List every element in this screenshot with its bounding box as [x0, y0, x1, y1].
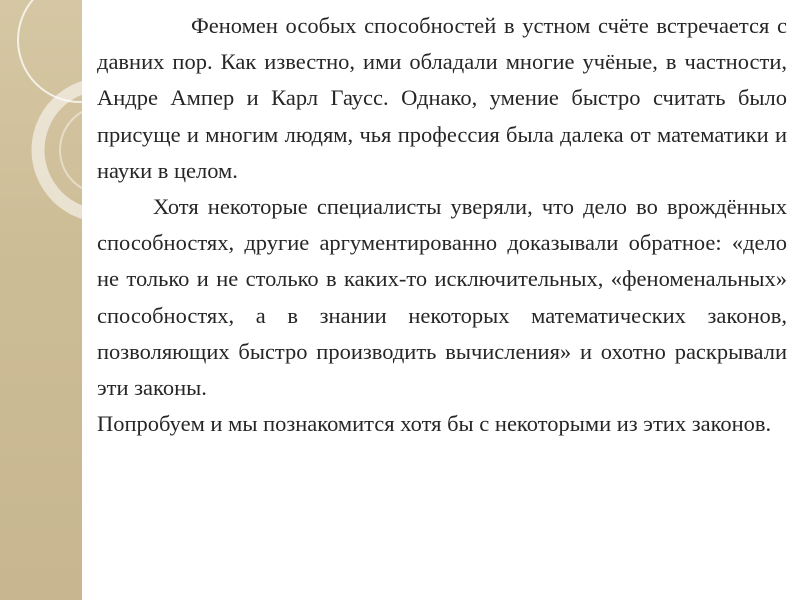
body-text	[97, 8, 787, 442]
paragraph-intro: Феномен особых способностей в устном счёте встречается с давних пор. Как известно, ими обладали многие учёные, в частности, Андре Ампер и Карл Гаусс. Однако, умение быстро считать было присуще и многим людям, чья профессия была далека от математики и науки в целом.	[97, 13, 787, 183]
paragraph-conclusion: Попробуем и мы познакомится хотя бы с некоторыми из этих законов.	[97, 411, 772, 437]
decorative-left-band	[0, 0, 82, 600]
paragraph-argument: Хотя некоторые специалисты уверяли, что дело во врождённых способностях, другие аргументированно доказывали обратное: «дело не только и не столько в каких-то исключительных, «феноменальных» способностях, а в знании некоторых математических законов, позволяющих быстро производить вычисления» и охотно раскрывали эти законы.	[97, 194, 787, 401]
